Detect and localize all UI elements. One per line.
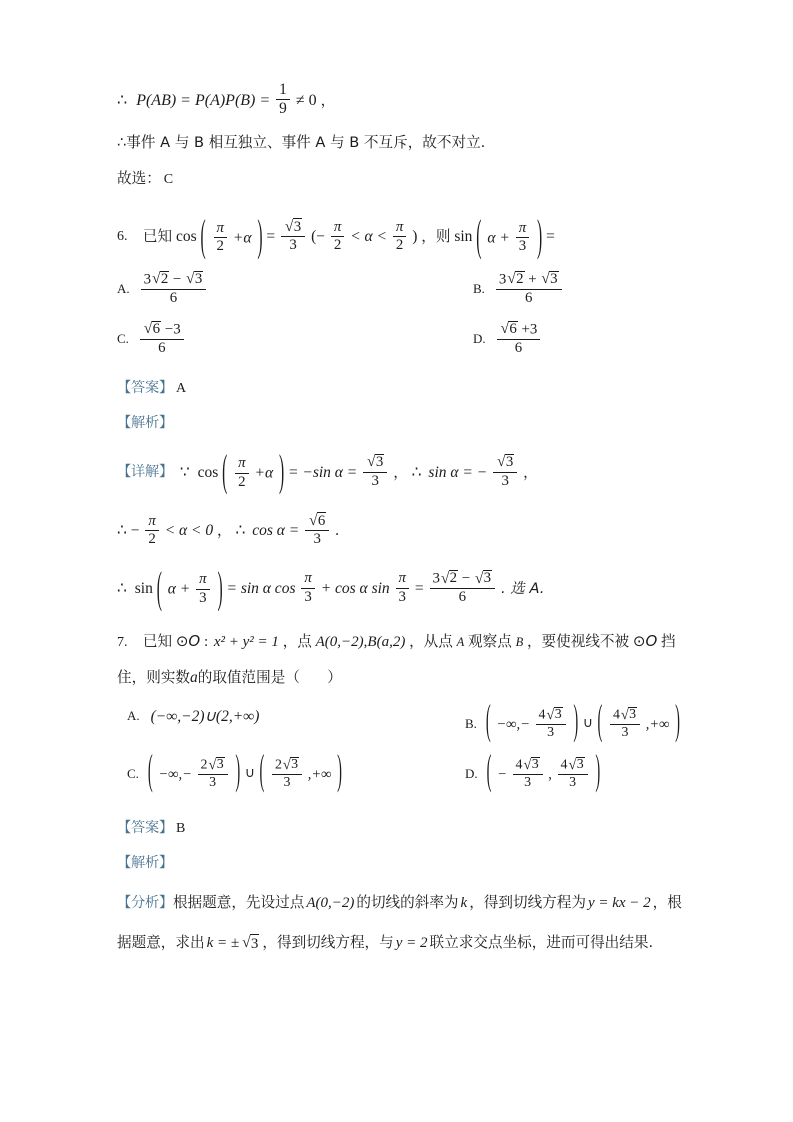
- q6-option-C-fraction: [140, 321, 184, 357]
- therefore-symbol: ∴: [411, 463, 422, 481]
- q6-rhs-fraction: [281, 218, 305, 254]
- page-content: [117, 81, 682, 953]
- q7-option-C-right-interval: ( 2 √ 3 3 ,+∞ ): [259, 749, 342, 796]
- q7-option-A-interval: [149, 707, 262, 726]
- q7-answer-value: B: [175, 820, 186, 836]
- q7-stem-line-2: [117, 669, 679, 687]
- q6-plus-alpha: +α: [232, 229, 252, 247]
- q6-analysis-line: [117, 414, 679, 432]
- q6-d1-frac-1: √ 3 3: [363, 454, 387, 490]
- q6-trailing-equals: =: [546, 228, 555, 246]
- q7-option-B-right-interval: ( 4 √ 3 3 ,+∞ ): [597, 699, 680, 746]
- sqrt-icon: √ 6: [500, 320, 517, 338]
- q7-point-A: A(0,−2): [315, 633, 364, 650]
- q7-fenxi-line-1: [117, 893, 682, 912]
- q7-circle-equation: x² + y² = 1: [213, 633, 279, 650]
- q6-answer-tag: 【答案】: [117, 379, 173, 396]
- q6-options-row-1: [117, 271, 679, 321]
- q6-sin-frac: [516, 221, 529, 255]
- q7-fenxi-l1-a: 根据题意，先设过点: [172, 893, 305, 911]
- sqrt-icon: √ 3: [242, 933, 259, 952]
- q7-option-D-interval: ( − 4 √ 3 3 , 4 √ 3 3 ): [486, 749, 601, 796]
- q6-range-middle: < α <: [350, 228, 387, 246]
- q6-d3-paren: ( α + $\frac{\pi}{3}$ ): [156, 563, 223, 613]
- q7-point-sep: ,: [363, 633, 368, 650]
- q6-option-B-numerator: 3 √ 2 + √ 3: [496, 271, 562, 290]
- q6-range-pi-1: π: [331, 220, 344, 238]
- q6-sin-paren: [476, 211, 543, 262]
- q6-then: ，则: [421, 228, 451, 246]
- paren-right: ): [257, 211, 263, 262]
- q7-fenxi-k: k: [460, 894, 468, 911]
- q7-option-A-text: (−∞,−2)∪(2,+∞): [150, 707, 260, 725]
- q5-fraction-denominator: 9: [279, 100, 287, 118]
- q6-option-C[interactable]: [117, 321, 186, 357]
- q5-choose-label: 故选：: [117, 170, 161, 188]
- q6-d2-period: .: [335, 522, 340, 540]
- q6-option-C-denominator: 6: [158, 339, 166, 356]
- sqrt-icon: √ 3: [186, 270, 203, 288]
- q6-d2-cos-alpha: cos α =: [252, 522, 300, 540]
- q7-fenxi-y-equation: y = 2: [395, 935, 428, 952]
- sqrt-icon: √ 3: [474, 569, 492, 587]
- q6-option-D-label: D.: [473, 330, 486, 346]
- q6-d3-frac-1: $\frac{\pi}{3}$: [301, 571, 314, 605]
- q6-d2-frac: √ 6 3: [305, 512, 329, 548]
- q7-analysis-tag: 【解析】: [117, 855, 173, 872]
- q7-fenxi-l2-c: 联立求交点坐标，进而可得出结果.: [429, 934, 654, 952]
- q7-option-B-left-head: −∞,−: [496, 716, 530, 733]
- q5-final-choice: [117, 170, 679, 188]
- sqrt-icon: √ 3: [367, 453, 384, 471]
- q6-range-left-frac: [331, 220, 344, 254]
- q7-observe-text: 观察点: [468, 632, 512, 650]
- q7-point-B-ref: B: [515, 634, 524, 649]
- q5-fraction-numerator: 1: [276, 82, 290, 100]
- q7-stem-prefix: 已知: [142, 632, 173, 650]
- q7-option-B-right-tail: ,+∞: [645, 716, 670, 733]
- q6-range-pi-2: π: [393, 220, 406, 238]
- q7-circle-O-ref: ⊙O: [632, 631, 658, 650]
- because-symbol: ∵: [179, 463, 190, 481]
- sqrt-icon: √ 3: [285, 217, 302, 235]
- q6-range-right-frac: [393, 220, 406, 254]
- q5-conclusion-probability: [117, 82, 679, 117]
- q6-stem: [117, 211, 679, 262]
- q5-choose-value: C: [163, 172, 174, 188]
- q6-cos-label: cos: [175, 228, 197, 246]
- paren-left: (: [476, 211, 482, 262]
- q6-range-den-1: 2: [333, 237, 342, 254]
- q7-circle-O: ⊙O: [175, 631, 201, 650]
- q6-detail-line-2: [117, 512, 679, 548]
- q6-option-D-fraction: [497, 321, 541, 357]
- q7-option-D[interactable]: [465, 749, 601, 796]
- q7-option-B-label: B.: [465, 715, 477, 731]
- q7-option-C[interactable]: [127, 749, 342, 796]
- q7-answer-tag: 【答案】: [117, 819, 173, 836]
- sqrt-icon: √ 2: [440, 569, 458, 587]
- q7-option-D-head: −: [497, 766, 507, 783]
- q6-d3-result-frac: 3 √ 2 − √ 3 6: [430, 570, 496, 606]
- sqrt-icon: √ 6: [309, 511, 326, 529]
- sqrt-icon: √ 3: [282, 756, 299, 773]
- sqrt-icon: √ 6: [143, 320, 161, 338]
- q6-detail-line-1: [117, 447, 679, 497]
- q6-d2-pi-over-2: $\frac{\pi}{2}$: [145, 514, 158, 548]
- q6-range-open: (−: [311, 228, 325, 246]
- q6-d1-cos: cos: [197, 463, 219, 481]
- q6-d1-paren: ( $\frac{\pi}{2}$ +α ): [222, 447, 285, 497]
- q6-pi-over-2: [214, 221, 227, 255]
- q6-d3-frac-2: $\frac{\pi}{3}$: [396, 571, 409, 605]
- q7-fenxi-line-2: [117, 934, 679, 953]
- q6-stem-prefix: 已知: [142, 228, 173, 246]
- q6-d1-end-comma: ，: [523, 463, 538, 481]
- q7-fenxi-point-A: A(0,−2): [306, 894, 355, 911]
- q7-fenxi-l1-d: ，根: [652, 893, 682, 911]
- therefore-symbol: ∴ −: [117, 522, 140, 540]
- q7-point-B: B(a,2): [367, 633, 406, 650]
- q7-comma-1: ，点: [282, 632, 312, 650]
- q6-detail-line-3: [117, 563, 679, 613]
- sqrt-icon: √ 3: [497, 453, 514, 471]
- q7-fenxi-k-value: k = ±: [206, 935, 240, 952]
- q5-neq-zero: ≠ 0: [295, 91, 317, 109]
- q6-d3-sin: sin: [134, 580, 153, 598]
- sqrt-icon: √ 3: [208, 756, 224, 773]
- q6-option-B-fraction: [496, 271, 562, 307]
- q7-comma-3: ，要使视线不被: [526, 632, 630, 650]
- q6-d3-plus: + cos α sin: [320, 580, 390, 598]
- q7-option-C-left-interval: ( −∞,− 2 √ 3 3 ): [147, 749, 241, 796]
- q6-options-row-2: [117, 321, 679, 373]
- q7-answer-blank[interactable]: [300, 669, 327, 686]
- q7-option-D-separator: ,: [548, 766, 552, 783]
- q6-option-D[interactable]: [473, 321, 542, 357]
- q7-variable-a: a: [189, 669, 198, 687]
- q7-option-A[interactable]: [127, 707, 261, 726]
- sqrt-icon: √ 3: [546, 706, 562, 723]
- q7-block-text: 挡: [661, 632, 676, 650]
- q6-analysis-tag: 【解析】: [117, 414, 173, 431]
- q7-fenxi-tangent-equation: y = kx − 2: [587, 894, 651, 911]
- q6-d3-tail: . 选 A.: [500, 580, 545, 598]
- q6-sin-den: 3: [518, 238, 527, 255]
- sqrt-icon: √ 3: [568, 756, 584, 773]
- therefore-symbol: ∴: [117, 91, 128, 109]
- q7-option-B-left-interval: ( −∞,− 4 √ 3 3 ): [485, 699, 579, 746]
- q7-fenxi-l2-a: 据题意，求出: [117, 934, 205, 952]
- q7-colon: :: [203, 633, 209, 650]
- sqrt-icon: √ 2: [507, 270, 524, 288]
- q7-stem-l2-tail: 的取值范围是（: [197, 669, 300, 687]
- q7-analysis-line: [117, 854, 679, 872]
- q7-options-row-2: [117, 749, 679, 811]
- q7-option-C-label: C.: [127, 765, 139, 781]
- q6-equals: =: [266, 228, 276, 246]
- q6-sin-alpha: α +: [487, 229, 510, 247]
- q7-option-A-label: A.: [127, 708, 140, 724]
- q7-fenxi-tag: 【分析】: [117, 894, 173, 911]
- q7-fenxi-l1-b: 的切线的斜率为: [356, 893, 459, 911]
- q6-rhs-numerator: [281, 218, 305, 237]
- q6-d3-eq2: =: [414, 580, 424, 598]
- q7-fenxi-l1-c: ，得到切线方程为: [469, 893, 586, 911]
- sqrt-icon: √ 3: [541, 270, 558, 288]
- q6-option-D-denominator: 6: [514, 339, 523, 356]
- sqrt-icon: √ 2: [152, 270, 169, 288]
- q6-answer-value: A: [175, 380, 187, 396]
- q6-pi-numerator: π: [214, 221, 227, 239]
- q7-stem-l2-close: ）: [327, 669, 342, 687]
- q7-point-A-ref: A: [456, 634, 465, 649]
- sqrt-icon: √ 3: [620, 706, 637, 723]
- q5-fraction: [276, 82, 290, 117]
- q6-cos-paren: [200, 211, 263, 262]
- q6-range-close: ): [412, 228, 418, 246]
- q6-sin-label: sin: [454, 228, 473, 246]
- q7-option-C-right-tail: ,+∞: [307, 766, 332, 783]
- q7-comma-2: ，从点: [409, 632, 453, 650]
- q6-d1-frac-2: √ 3 3: [493, 454, 517, 490]
- q7-fenxi-l2-b: ，得到切线方程，与: [262, 934, 394, 952]
- q6-option-B-denominator: 6: [525, 289, 533, 306]
- q7-option-B[interactable]: [465, 699, 680, 746]
- q5-trailing-comma: ，: [320, 91, 336, 109]
- q6-d1-sin-alpha: sin α = −: [428, 463, 488, 481]
- q6-detail-tag: 【详解】: [117, 463, 173, 480]
- paren-right: ): [537, 211, 543, 262]
- union-icon: ∪: [582, 715, 593, 732]
- q6-option-A-denominator: 6: [169, 289, 178, 306]
- q6-number: 6.: [117, 229, 128, 244]
- q6-rhs-denominator: 3: [289, 237, 297, 254]
- q6-d2-inequality: < α < 0: [164, 522, 214, 540]
- q6-option-A-numerator: 3 √ 2 − √ 3: [141, 271, 207, 290]
- q6-option-A[interactable]: [117, 271, 208, 307]
- q6-d1-comma: ，: [393, 463, 408, 481]
- q7-option-D-label: D.: [465, 765, 478, 781]
- q6-option-A-fraction: [141, 271, 207, 307]
- q6-d1-eq: = −sin α =: [288, 463, 358, 481]
- q6-range-den-2: 2: [395, 237, 404, 254]
- q7-number: 7.: [117, 634, 128, 650]
- q6-option-D-numerator: √ 6 +3: [497, 321, 541, 340]
- q7-answer-line: [117, 819, 679, 837]
- q6-sin-pi: π: [516, 221, 529, 239]
- union-icon: ∪: [244, 765, 255, 782]
- sqrt-icon: √ 3: [523, 756, 539, 773]
- q6-option-C-numerator: √ 6 −3: [140, 321, 184, 340]
- q7-option-C-left-head: −∞,−: [158, 766, 192, 783]
- paren-left: (: [200, 211, 206, 262]
- q7-stem-l2-a: 住，则实数: [117, 669, 190, 687]
- therefore-symbol: ∴: [235, 522, 246, 540]
- q6-d2-comma: ，: [217, 522, 232, 540]
- q6-pi-denominator: 2: [216, 238, 224, 255]
- q6-option-C-label: C.: [117, 330, 129, 346]
- q6-d3-eq1: = sin α cos: [226, 580, 296, 598]
- q5-prob-expression: P(AB) = P(A)P(B) =: [136, 91, 271, 109]
- q5-conclusion-text: ∴事件 A 与 B 相互独立、事件 A 与 B 不互斥，故不对立.: [117, 134, 486, 152]
- therefore-symbol: ∴: [117, 580, 127, 598]
- q7-stem-line-1: [117, 633, 679, 652]
- q6-option-B-label: B.: [473, 280, 485, 296]
- q6-answer-line: [117, 379, 679, 397]
- q6-option-A-label: A.: [117, 280, 130, 296]
- q6-option-B[interactable]: [473, 271, 564, 307]
